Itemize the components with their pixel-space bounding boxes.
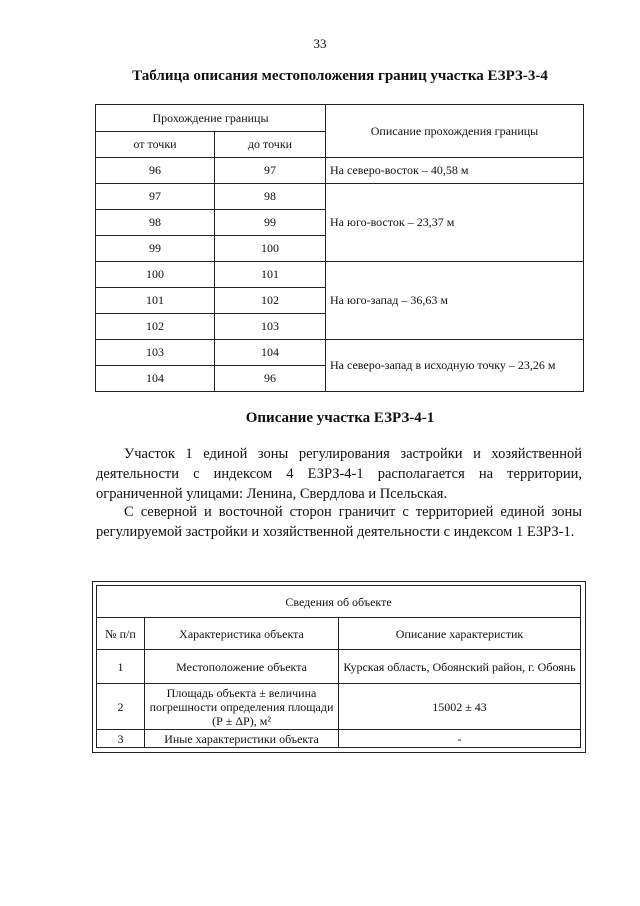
from-point: 96	[96, 158, 215, 184]
table-row	[97, 650, 581, 684]
from-point: 103	[96, 340, 215, 366]
from-point: 99	[96, 236, 215, 262]
to-point: 104	[215, 340, 326, 366]
to-point: 103	[215, 314, 326, 340]
boundary-table-title: Таблица описания местоположения границ участка ЕЗРЗ-3-4	[132, 68, 548, 84]
boundary-table	[95, 104, 584, 392]
from-point: 98	[96, 210, 215, 236]
header-to-point: до точки	[215, 132, 326, 158]
table-row	[96, 262, 584, 288]
object-table-title: Сведения об объекте	[97, 586, 581, 618]
header-boundary-group: Прохождение границы	[96, 105, 326, 132]
from-point: 104	[96, 366, 215, 392]
header-description: Описание прохождения границы	[326, 105, 584, 158]
page-number: 33	[313, 36, 327, 51]
table-row	[97, 684, 581, 730]
characteristic: Иные характеристики объекта	[145, 730, 339, 748]
header-description: Описание характеристик	[339, 618, 581, 650]
to-point: 102	[215, 288, 326, 314]
row-number: 2	[97, 684, 145, 730]
table-row	[96, 340, 584, 366]
to-point: 96	[215, 366, 326, 392]
boundary-description: На юго-восток – 23,37 м	[326, 184, 584, 262]
row-number: 1	[97, 650, 145, 684]
table-row	[96, 158, 584, 184]
table-row	[96, 184, 584, 210]
characteristic: Местоположение объекта	[145, 650, 339, 684]
to-point: 100	[215, 236, 326, 262]
boundary-description: На юго-запад – 36,63 м	[326, 262, 584, 340]
paragraph-text: С северной и восточной сторон граничит с территорией единой зоны регулируемой застройки и хозяйственной деятельности с индексом 1 ЕЗРЗ-1.	[96, 504, 582, 540]
to-point: 101	[215, 262, 326, 288]
section-title: Описание участка ЕЗРЗ-4-1	[245, 410, 435, 426]
from-point: 97	[96, 184, 215, 210]
to-point: 98	[215, 184, 326, 210]
characteristic-description: Курская область, Обоянский район, г. Обоянь	[339, 650, 581, 684]
header-characteristic: Характеристика объекта	[145, 618, 339, 650]
from-point: 102	[96, 314, 215, 340]
characteristic-description: -	[339, 730, 581, 748]
boundary-description: На северо-восток – 40,58 м	[326, 158, 584, 184]
header-number: № п/п	[97, 618, 145, 650]
from-point: 101	[96, 288, 215, 314]
paragraph-text: Участок 1 единой зоны регулирования застройки и хозяйственной деятельности с индексом 4 ЕЗРЗ-4-1 располагается на территории, ограниченной улицами: Ленина, Свердлова и Псельская.	[96, 446, 582, 502]
header-from-point: от точки	[96, 132, 215, 158]
object-table	[96, 585, 581, 748]
to-point: 97	[215, 158, 326, 184]
characteristic: Площадь объекта ± величина погрешности определения площади (Р ± ΔР), м²	[145, 684, 339, 730]
row-number: 3	[97, 730, 145, 748]
from-point: 100	[96, 262, 215, 288]
to-point: 99	[215, 210, 326, 236]
boundary-description: На северо-запад в исходную точку – 23,26 м	[326, 340, 584, 392]
characteristic-description: 15002 ± 43	[339, 684, 581, 730]
paragraph	[96, 444, 582, 504]
table-row	[97, 730, 581, 748]
paragraph	[96, 502, 582, 542]
